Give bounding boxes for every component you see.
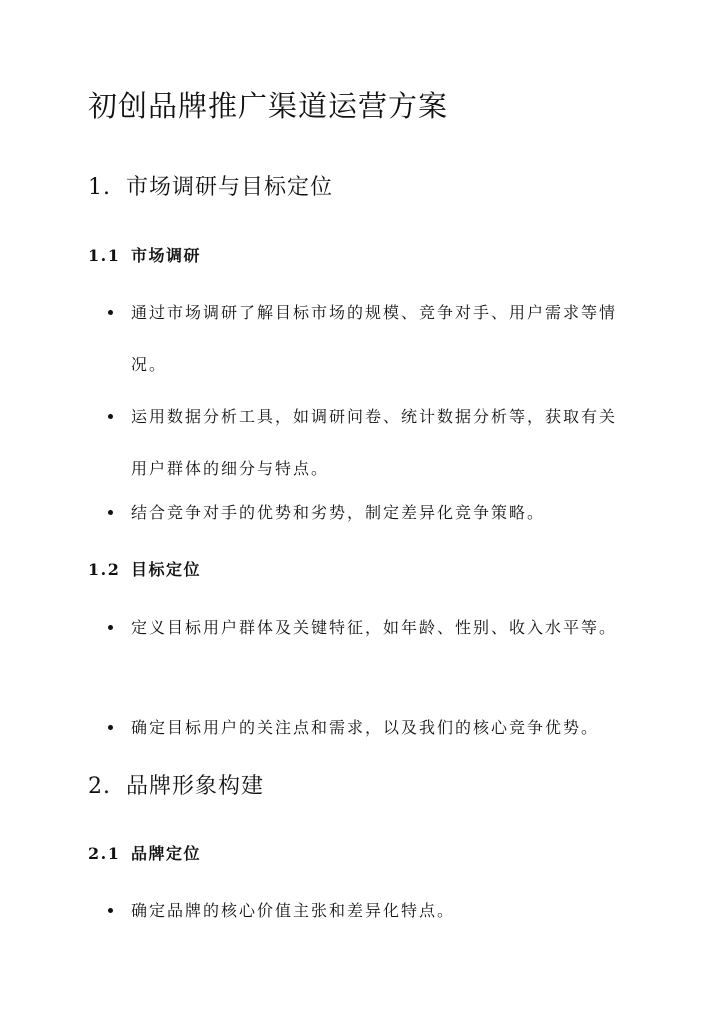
subsection-title: 市场调研 (131, 246, 202, 265)
section-heading-2 (88, 770, 264, 804)
section-title: 市场调研与目标定位 (126, 175, 334, 200)
bullet-icon (108, 625, 113, 630)
section-number: 2. (88, 774, 111, 799)
list-item-text: 确定品牌的核心价值主张和差异化特点。 (131, 901, 456, 920)
list-item-text: 定义目标用户群体及关键特征，如年龄、性别、收入水平等。 (131, 618, 618, 637)
list-item-text: 结合竞争对手的优势和劣势，制定差异化竞争策略。 (131, 503, 546, 522)
list-item (108, 487, 628, 539)
list-item-text: 确定目标用户的关注点和需求，以及我们的核心竞争优势。 (131, 718, 600, 737)
list-item (108, 287, 628, 391)
bullet-icon (108, 510, 113, 515)
bullet-icon (108, 725, 113, 730)
subsection-heading-2-1 (88, 841, 201, 867)
subsection-heading-1-2 (88, 557, 201, 583)
subsection-heading-1-1 (88, 243, 201, 269)
subsection-number: 1.2 (88, 560, 121, 579)
list-item-text: 运用数据分析工具，如调研问卷、统计数据分析等，获取有关用户群体的细分与特点。 (131, 407, 618, 478)
bullet-icon (108, 414, 113, 419)
list-item (108, 602, 628, 654)
subsection-title: 目标定位 (131, 560, 202, 579)
list-item (108, 391, 628, 495)
bullet-icon (108, 310, 113, 315)
list-item (108, 702, 628, 754)
section-heading-1 (88, 171, 333, 205)
subsection-title: 品牌定位 (131, 844, 202, 863)
section-number: 1. (88, 175, 111, 200)
list-item-text: 通过市场调研了解目标市场的规模、竞争对手、用户需求等情况。 (131, 303, 618, 374)
subsection-number: 2.1 (88, 844, 121, 863)
list-item (108, 885, 628, 937)
subsection-number: 1.1 (88, 246, 121, 265)
section-title: 品牌形象构建 (126, 774, 265, 799)
bullet-icon (108, 908, 113, 913)
document-title: 初创品牌推广渠道运营方案 (88, 89, 449, 123)
